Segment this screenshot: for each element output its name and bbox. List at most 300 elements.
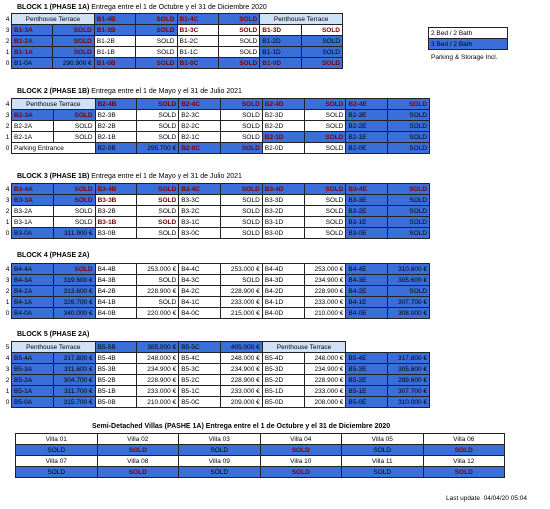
last-update: Last update 04/04/20 05:04 (446, 495, 527, 502)
penthouse-terrace-label: Penthouse Terrace (12, 99, 96, 110)
unit-price: SOLD (137, 195, 179, 206)
unit-code: B1-0B (94, 58, 135, 69)
unit-code: B4-4E (346, 264, 388, 275)
unit-code: B1-0C (177, 58, 218, 69)
unit-code: B5-3E (346, 364, 388, 375)
unit-price: 228.900 € (220, 286, 262, 297)
floor-row (4, 36, 343, 47)
unit-price: SOLD (53, 110, 95, 121)
unit-code: B2-2E (346, 121, 388, 132)
floor-row (4, 14, 343, 25)
floor-number: 3 (4, 110, 12, 121)
unit-code: B2-2C (179, 121, 221, 132)
floor-number: 2 (4, 121, 12, 132)
unit-price: SOLD (388, 121, 430, 132)
unit-code: B1-1A (12, 47, 53, 58)
unit-price: SOLD (388, 228, 430, 239)
unit-price: SOLD (304, 99, 346, 110)
unit-price: 248.000 € (304, 353, 346, 364)
unit-code: B4-1D (262, 297, 304, 308)
unit-code: B5-2E (346, 375, 388, 386)
unit-code: B2-3A (12, 110, 54, 121)
penthouse-terrace-label: Penthouse Terrace (262, 342, 346, 353)
villa-status: SOLD (260, 445, 342, 456)
floor-row (4, 286, 430, 297)
villa-status: SOLD (97, 445, 179, 456)
unit-price: SOLD (388, 99, 430, 110)
unit-price: 234.900 € (220, 364, 262, 375)
unit-price: SOLD (137, 206, 179, 217)
unit-code: B3-2B (95, 206, 137, 217)
floor-row (4, 195, 430, 206)
unit-code: B3-4D (262, 184, 304, 195)
villa-status: SOLD (179, 445, 261, 456)
unit-price: 234.900 € (304, 364, 346, 375)
unit-code: B1-3D (260, 25, 301, 36)
unit-price: 317.800 € (388, 353, 430, 364)
villa-name: Villa 03 (179, 434, 261, 445)
floor-number: 1 (4, 47, 12, 58)
unit-code: B5-0D (262, 397, 304, 408)
block3-table (4, 183, 430, 239)
unit-code: B5-2C (179, 375, 221, 386)
unit-price: 228.900 € (304, 286, 346, 297)
unit-code: B5-3D (262, 364, 304, 375)
unit-price: SOLD (220, 217, 262, 228)
legend-three-bed: 3 Bed / 2 Bath (429, 39, 508, 50)
unit-code: B5-4C (179, 353, 221, 364)
unit-price: SOLD (220, 110, 262, 121)
unit-price: 253.000 € (137, 264, 179, 275)
unit-code: B4-4A (12, 264, 54, 275)
unit-code: B5-4A (12, 353, 54, 364)
unit-price: SOLD (53, 195, 95, 206)
unit-price: 311.700 € (53, 386, 95, 397)
unit-code: B2-3E (346, 110, 388, 121)
unit-code: B2-1B (95, 132, 137, 143)
unit-code: B4-2A (12, 286, 54, 297)
unit-code: B2-0B (95, 143, 137, 154)
unit-code: B3-3B (95, 195, 137, 206)
unit-code: B3-0B (95, 228, 137, 239)
unit-price: SOLD (218, 58, 259, 69)
unit-price: SOLD (304, 110, 346, 121)
unit-code: B1-1C (177, 47, 218, 58)
unit-price: SOLD (304, 184, 346, 195)
unit-price: SOLD (388, 286, 430, 297)
unit-price: 290.900 € (53, 58, 94, 69)
unit-code: B2-3B (95, 110, 137, 121)
parking-note: Parking & Storage Incl. (431, 54, 498, 61)
unit-price: SOLD (218, 47, 259, 58)
floor-number: 4 (4, 14, 12, 25)
unit-price: SOLD (388, 217, 430, 228)
unit-code: B5-3C (179, 364, 221, 375)
floor-number: 3 (4, 364, 12, 375)
unit-price: 208.000 € (304, 397, 346, 408)
unit-code: B5-1D (262, 386, 304, 397)
unit-code: B1-2B (94, 36, 135, 47)
unit-code: B4-0B (95, 308, 137, 319)
unit-code: B3-3E (346, 195, 388, 206)
unit-price: SOLD (53, 184, 95, 195)
unit-price: SOLD (218, 36, 259, 47)
unit-price: 310.000 € (388, 397, 430, 408)
floor-row (4, 25, 343, 36)
unit-price: 233.000 € (304, 297, 346, 308)
unit-code: B4-2E (346, 286, 388, 297)
unit-code: B3-3D (262, 195, 304, 206)
floor-row (4, 132, 430, 143)
unit-code: B4-1C (179, 297, 221, 308)
unit-code: B2-4B (95, 99, 137, 110)
unit-code: B1-1B (94, 47, 135, 58)
unit-code: B3-1E (346, 217, 388, 228)
floor-number: 4 (4, 353, 12, 364)
floor-number: 4 (4, 99, 12, 110)
floor-number: 2 (4, 375, 12, 386)
unit-price: SOLD (53, 47, 94, 58)
unit-price: SOLD (220, 132, 262, 143)
unit-code: B4-0E (346, 308, 388, 319)
floor-row (4, 308, 430, 319)
unit-price: 233.000 € (137, 386, 179, 397)
unit-code: B5-1A (12, 386, 54, 397)
unit-code: B4-0A (12, 308, 54, 319)
unit-price: SOLD (304, 143, 346, 154)
unit-code: B1-3C (177, 25, 218, 36)
unit-code: B2-0E (346, 143, 388, 154)
unit-price: 310.800 € (388, 264, 430, 275)
unit-code: B3-2A (12, 206, 54, 217)
unit-price: SOLD (304, 132, 346, 143)
unit-price: SOLD (304, 206, 346, 217)
unit-price: SOLD (218, 14, 259, 25)
unit-code: B2-3D (262, 110, 304, 121)
floor-row (4, 228, 430, 239)
unit-price: SOLD (136, 47, 177, 58)
unit-price: 313.600 € (53, 286, 95, 297)
villa-name: Villa 02 (97, 434, 179, 445)
unit-price: 299.600 € (388, 375, 430, 386)
unit-price: 210.000 € (304, 308, 346, 319)
floor-number: 0 (4, 397, 12, 408)
penthouse-terrace-label: Penthouse Terrace (260, 14, 343, 25)
floor-number: 4 (4, 264, 12, 275)
unit-code: B2-2A (12, 121, 54, 132)
unit-code: B1-0D (260, 58, 301, 69)
unit-price: 228.900 € (137, 375, 179, 386)
unit-code: B2-4E (346, 99, 388, 110)
unit-price: 304.700 € (53, 375, 95, 386)
unit-code: B5-1E (346, 386, 388, 397)
unit-code: B3-0C (179, 228, 221, 239)
unit-code: B5-2A (12, 375, 54, 386)
unit-price: 385.000 € (137, 342, 179, 353)
unit-price: SOLD (388, 110, 430, 121)
floor-row (4, 99, 430, 110)
unit-price: SOLD (220, 99, 262, 110)
unit-price: SOLD (136, 14, 177, 25)
unit-code: B3-4E (346, 184, 388, 195)
floor-row (4, 364, 430, 375)
unit-price: SOLD (301, 58, 342, 69)
unit-code: B4-1A (12, 297, 54, 308)
unit-code: B5-2D (262, 375, 304, 386)
unit-code: B4-2D (262, 286, 304, 297)
unit-price: SOLD (388, 184, 430, 195)
unit-code: B5-5C (179, 342, 221, 353)
unit-price: SOLD (220, 228, 262, 239)
unit-price: 233.000 € (220, 386, 262, 397)
unit-code: B3-0A (12, 228, 54, 239)
floor-number: 2 (4, 206, 12, 217)
villa-name: Villa 10 (260, 456, 342, 467)
unit-code: B5-5B (95, 342, 137, 353)
unit-code: B1-2A (12, 36, 53, 47)
unit-price: 248.000 € (220, 353, 262, 364)
parking-entrance-label: Parking Entrance (12, 143, 96, 154)
floor-row (4, 206, 430, 217)
unit-code: B2-1D (262, 132, 304, 143)
villas-table (15, 433, 505, 478)
unit-code: B4-3E (346, 275, 388, 286)
villa-name: Villa 11 (342, 456, 424, 467)
unit-code: B3-1C (179, 217, 221, 228)
unit-code: B4-4B (95, 264, 137, 275)
unit-price: 228.900 € (137, 286, 179, 297)
unit-price: SOLD (301, 25, 342, 36)
floor-row (4, 143, 430, 154)
unit-price: 305.600 € (388, 364, 430, 375)
unit-code: B5-4B (95, 353, 137, 364)
unit-code: B2-2B (95, 121, 137, 132)
unit-price: SOLD (137, 121, 179, 132)
unit-price: SOLD (53, 132, 95, 143)
floor-row (4, 275, 430, 286)
unit-code: B1-4C (177, 14, 218, 25)
unit-price: 315.700 € (53, 397, 95, 408)
villa-status: SOLD (423, 467, 505, 478)
unit-price: 405.000 € (220, 342, 262, 353)
villa-status: SOLD (16, 467, 98, 478)
block4-title: BLOCK 4 (PHASE 2A) (17, 252, 90, 259)
unit-code: B4-1E (346, 297, 388, 308)
unit-price: 319.600 € (53, 275, 95, 286)
villa-name: Villa 06 (423, 434, 505, 445)
unit-price: SOLD (388, 143, 430, 154)
villa-name: Villa 08 (97, 456, 179, 467)
unit-price: SOLD (137, 99, 179, 110)
unit-code: B5-1C (179, 386, 221, 397)
unit-code: B5-0A (12, 397, 54, 408)
unit-code: B4-4D (262, 264, 304, 275)
villa-status: SOLD (97, 467, 179, 478)
unit-code: B1-3B (94, 25, 135, 36)
unit-price: SOLD (301, 47, 342, 58)
block1-table (4, 13, 343, 69)
unit-code: B5-3B (95, 364, 137, 375)
floor-row (4, 121, 430, 132)
unit-code: B5-2B (95, 375, 137, 386)
unit-price: SOLD (53, 206, 95, 217)
floor-row (4, 353, 430, 364)
villa-row (16, 434, 505, 445)
unit-price: 234.900 € (137, 364, 179, 375)
unit-code: B3-1B (95, 217, 137, 228)
unit-code: B4-2B (95, 286, 137, 297)
unit-code: B3-1A (12, 217, 54, 228)
unit-code: B2-0C (179, 143, 221, 154)
unit-price: SOLD (137, 275, 179, 286)
floor-number: 0 (4, 58, 12, 69)
unit-code: B2-1C (179, 132, 221, 143)
unit-code: B4-3A (12, 275, 54, 286)
unit-code: B5-1B (95, 386, 137, 397)
floor-number: 1 (4, 132, 12, 143)
block2-title: BLOCK 2 (PHASE 1B) Entrega entre el 1 de Mayo y el 31 de Julio 2021 (17, 88, 242, 95)
floor-row (4, 375, 430, 386)
unit-code: B3-0D (262, 228, 304, 239)
unit-code: B4-3D (262, 275, 304, 286)
unit-price: SOLD (220, 195, 262, 206)
unit-code: B5-0C (179, 397, 221, 408)
villa-status: SOLD (342, 467, 424, 478)
floor-row (4, 47, 343, 58)
unit-price: SOLD (137, 228, 179, 239)
floor-number: 3 (4, 275, 12, 286)
villa-name: Villa 07 (16, 456, 98, 467)
legend (428, 27, 508, 50)
unit-price: SOLD (301, 36, 342, 47)
unit-price: 340.000 € (53, 308, 95, 319)
unit-code: B4-0D (262, 308, 304, 319)
unit-code: B3-4A (12, 184, 54, 195)
unit-code: B4-4C (179, 264, 221, 275)
unit-price: SOLD (137, 184, 179, 195)
floor-row (4, 297, 430, 308)
block4-table (4, 263, 430, 319)
unit-code: B3-4C (179, 184, 221, 195)
unit-price: SOLD (53, 121, 95, 132)
unit-code: B1-3A (12, 25, 53, 36)
unit-price: SOLD (388, 206, 430, 217)
unit-price: 317.800 € (53, 353, 95, 364)
unit-price: SOLD (136, 25, 177, 36)
floor-number: 3 (4, 25, 12, 36)
floor-number: 0 (4, 228, 12, 239)
unit-price: SOLD (220, 275, 262, 286)
floor-row (4, 184, 430, 195)
unit-code: B2-0D (262, 143, 304, 154)
floor-row (4, 58, 343, 69)
unit-price: SOLD (304, 195, 346, 206)
unit-code: B4-0C (179, 308, 221, 319)
unit-code: B4-3C (179, 275, 221, 286)
floor-number: 0 (4, 308, 12, 319)
floor-number: 0 (4, 143, 12, 154)
unit-price: 305.600 € (388, 275, 430, 286)
unit-code: B5-3A (12, 364, 54, 375)
unit-code: B3-2E (346, 206, 388, 217)
unit-price: 228.900 € (220, 375, 262, 386)
unit-code: B5-0B (95, 397, 137, 408)
villa-status: SOLD (260, 467, 342, 478)
unit-price: SOLD (53, 217, 95, 228)
floor-number: 2 (4, 286, 12, 297)
unit-price: 253.000 € (304, 264, 346, 275)
floor-number: 1 (4, 297, 12, 308)
villa-status: SOLD (342, 445, 424, 456)
unit-code: B3-2D (262, 206, 304, 217)
unit-price: SOLD (388, 195, 430, 206)
floor-number: 5 (4, 342, 12, 353)
unit-price: 253.000 € (220, 264, 262, 275)
floor-number: 2 (4, 36, 12, 47)
unit-code: B2-1E (346, 132, 388, 143)
floor-number: 1 (4, 217, 12, 228)
block5-title: BLOCK 5 (PHASE 2A) (17, 331, 90, 338)
villa-status: SOLD (423, 445, 505, 456)
villa-name: Villa 09 (179, 456, 261, 467)
unit-price: 220.000 € (137, 308, 179, 319)
unit-price: 209.000 € (220, 397, 262, 408)
unit-price: SOLD (137, 217, 179, 228)
floor-row (4, 397, 430, 408)
unit-price: SOLD (388, 132, 430, 143)
unit-code: B2-3C (179, 110, 221, 121)
unit-code: B5-4D (262, 353, 304, 364)
villa-name: Villa 01 (16, 434, 98, 445)
unit-code: B1-1D (260, 47, 301, 58)
unit-price: SOLD (136, 58, 177, 69)
block5-table (4, 341, 430, 408)
unit-code: B2-1A (12, 132, 54, 143)
unit-code: B3-1D (262, 217, 304, 228)
unit-price: SOLD (53, 25, 94, 36)
villa-name: Villa 12 (423, 456, 505, 467)
unit-price: 295.700 € (137, 143, 179, 154)
unit-price: SOLD (53, 264, 95, 275)
unit-code: B5-4E (346, 353, 388, 364)
unit-code: B4-1B (95, 297, 137, 308)
block2-table (4, 98, 430, 154)
unit-price: 233.000 € (304, 386, 346, 397)
unit-price: 248.000 € (137, 353, 179, 364)
floor-row (4, 110, 430, 121)
floor-row (4, 217, 430, 228)
unit-code: B3-0E (346, 228, 388, 239)
floor-number: 1 (4, 386, 12, 397)
unit-code: B5-0E (346, 397, 388, 408)
unit-price: 215.000 € (220, 308, 262, 319)
villa-row (16, 456, 505, 467)
unit-price: SOLD (304, 121, 346, 132)
unit-price: SOLD (304, 217, 346, 228)
unit-price: SOLD (304, 228, 346, 239)
unit-price: 308.000 € (388, 308, 430, 319)
unit-code: B1-2C (177, 36, 218, 47)
unit-price: SOLD (137, 132, 179, 143)
unit-code: B1-4B (94, 14, 135, 25)
unit-code: B2-4D (262, 99, 304, 110)
unit-code: B3-2C (179, 206, 221, 217)
unit-price: 233.000 € (220, 297, 262, 308)
unit-price: 307.700 € (388, 386, 430, 397)
unit-code: B1-2D (260, 36, 301, 47)
unit-price: 307.700 € (388, 297, 430, 308)
penthouse-terrace-label: Penthouse Terrace (12, 342, 96, 353)
